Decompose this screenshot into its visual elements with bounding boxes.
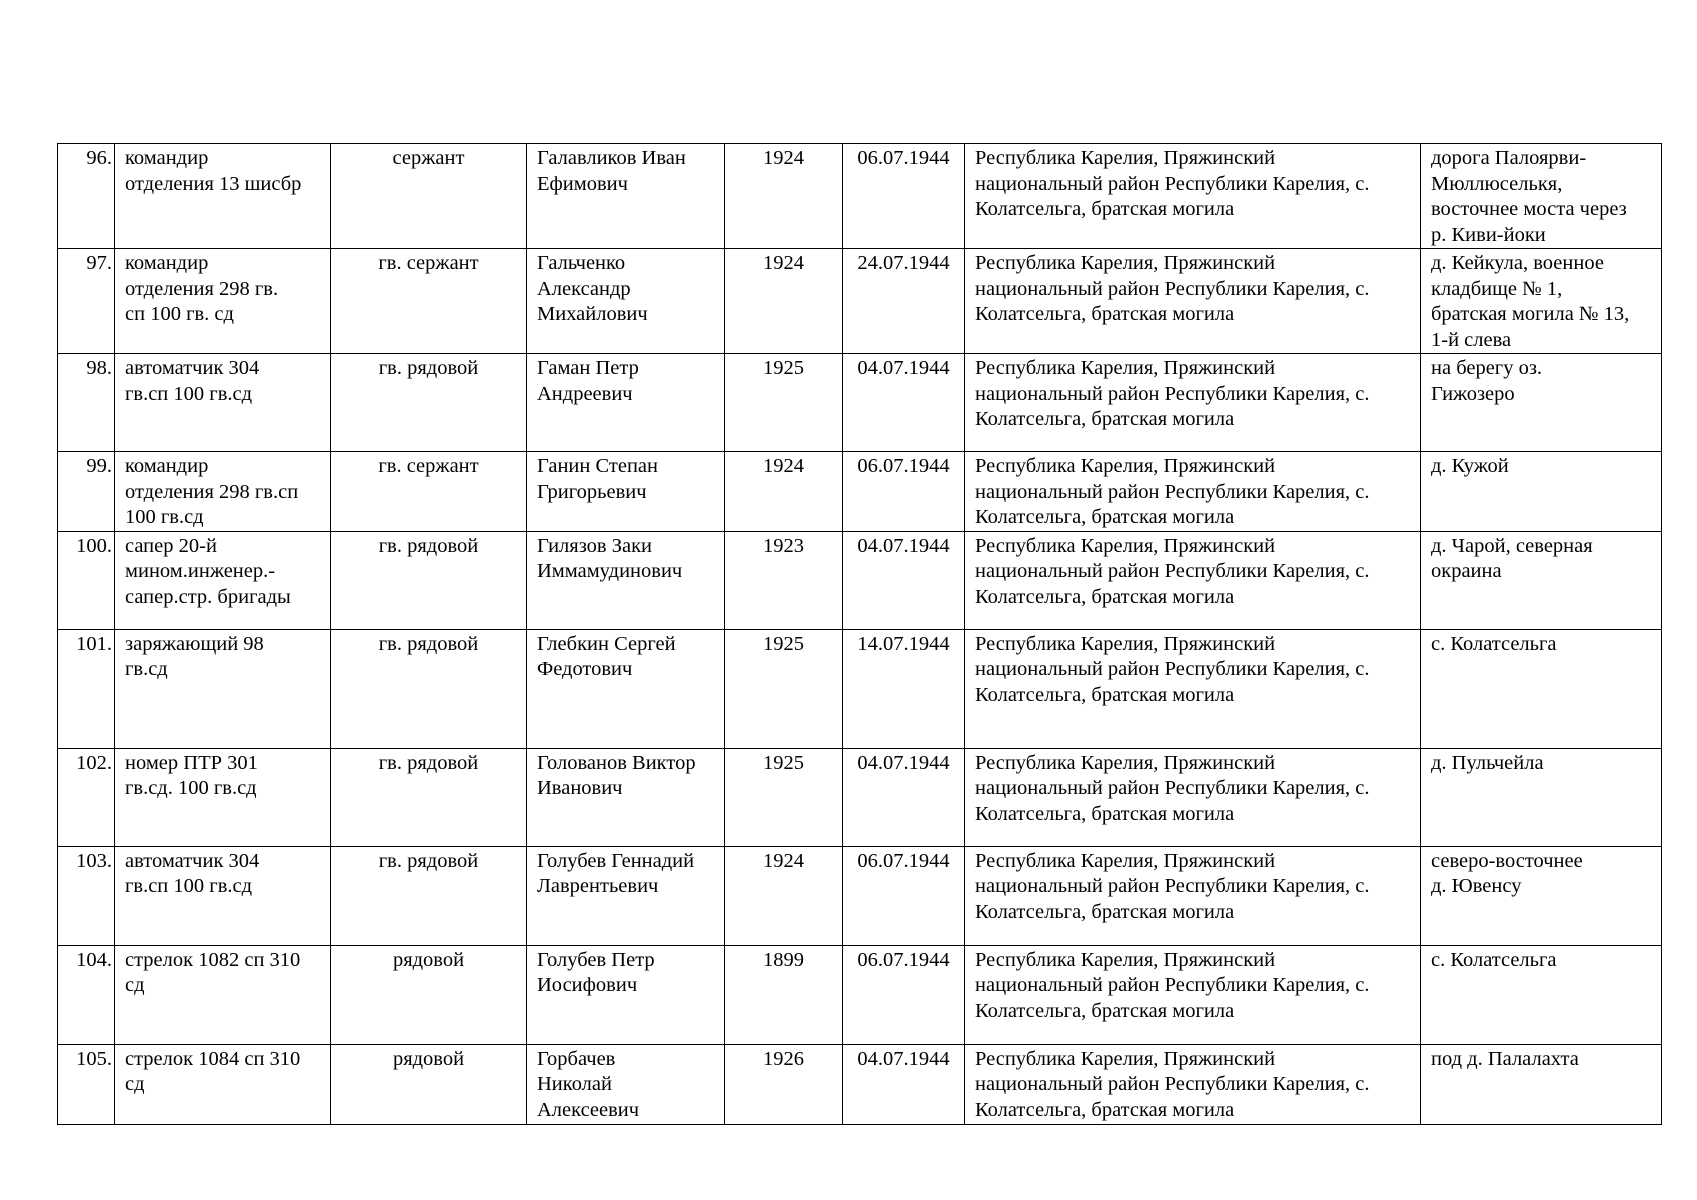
cell-line: Иосифович: [537, 974, 638, 996]
birth-year-cell: 1924: [725, 846, 843, 945]
birth-year-cell: 1923: [725, 531, 843, 629]
burial-records-table: [57, 143, 1662, 1125]
cell-line: Иванович: [537, 777, 623, 799]
cell-line: Мюллюселькя,: [1431, 172, 1563, 195]
cell-line: на берегу оз.: [1431, 357, 1543, 379]
cell-line: д. Пульчейла: [1431, 751, 1544, 774]
cell-line: Ганин Степан: [537, 455, 658, 477]
rank-cell: сержант: [331, 144, 527, 249]
rank-cell: гв. рядовой: [331, 629, 527, 748]
cell-line: д. Кейкула, военное: [1431, 252, 1604, 274]
record-number-cell: 104.: [58, 945, 115, 1044]
burial-place-cell: [965, 452, 1421, 532]
cell-line: национальный район Республики Карелия, с.: [975, 777, 1370, 799]
cell-line: сд: [125, 1073, 145, 1095]
birth-year-cell: 1924: [725, 144, 843, 249]
full-name-cell: [527, 945, 725, 1044]
cell-line: Колатсельга, братская могила: [975, 999, 1235, 1022]
cell-line: национальный район Республики Карелия, с.: [975, 875, 1370, 897]
cell-line: автоматчик 304: [125, 849, 260, 872]
cell-line: Республика Карелия, Пряжинский: [975, 147, 1276, 169]
cell-line: отделения 298 гв.: [125, 277, 279, 300]
record-number-cell: 101.: [58, 629, 115, 748]
original-burial-cell: [1421, 748, 1662, 846]
cell-line: Николай: [537, 1073, 612, 1095]
birth-year-cell: 1925: [725, 629, 843, 748]
record-number-cell: 97.: [58, 249, 115, 354]
cell-line: сд: [125, 974, 145, 996]
record-number-cell: 105.: [58, 1044, 115, 1124]
cell-line: Колатсельга, братская могила: [975, 303, 1235, 325]
rank-cell: гв. сержант: [331, 249, 527, 354]
cell-line: командир: [125, 252, 209, 274]
death-date-cell: 04.07.1944: [843, 748, 965, 846]
cell-line: Гилязов Заки: [537, 534, 653, 557]
full-name-cell: [527, 354, 725, 452]
position-cell: [115, 531, 331, 629]
cell-line: сп 100 гв. сд: [125, 303, 234, 325]
cell-line: Колатсельга, братская могила: [975, 900, 1235, 923]
table-body: [58, 144, 1662, 1125]
full-name-cell: [527, 629, 725, 748]
original-burial-cell: [1421, 945, 1662, 1044]
cell-line: национальный район Республики Карелия, с.: [975, 1073, 1370, 1095]
table-row: [58, 144, 1662, 249]
cell-line: братская могила № 13,: [1431, 303, 1630, 325]
original-burial-cell: [1421, 354, 1662, 452]
cell-line: Республика Карелия, Пряжинский: [975, 632, 1276, 655]
cell-line: Андреевич: [537, 382, 633, 405]
cell-line: 1-й слева: [1431, 328, 1512, 351]
full-name-cell: [527, 452, 725, 532]
cell-line: окраина: [1431, 560, 1502, 582]
cell-line: д. Чарой, северная: [1431, 534, 1593, 557]
cell-line: национальный район Республики Карелия, с.: [975, 658, 1370, 680]
position-cell: [115, 144, 331, 249]
position-cell: [115, 629, 331, 748]
cell-line: северо-восточнее: [1431, 849, 1583, 872]
record-number-cell: 96.: [58, 144, 115, 249]
cell-line: Гижозеро: [1431, 382, 1515, 405]
cell-line: Иммамудинович: [537, 560, 683, 582]
cell-line: отделения 13 шисбр: [125, 172, 302, 195]
cell-line: Колатсельга, братская могила: [975, 683, 1235, 706]
cell-line: командир: [125, 455, 209, 477]
cell-line: Александр: [537, 277, 631, 300]
original-burial-cell: [1421, 249, 1662, 354]
cell-line: национальный район Республики Карелия, с.: [975, 560, 1370, 582]
cell-line: отделения 298 гв.сп: [125, 480, 299, 503]
full-name-cell: [527, 1044, 725, 1124]
full-name-cell: [527, 144, 725, 249]
cell-line: стрелок 1084 сп 310: [125, 1047, 301, 1070]
record-number-cell: 103.: [58, 846, 115, 945]
cell-line: 100 гв.сд: [125, 506, 204, 528]
original-burial-cell: [1421, 846, 1662, 945]
position-cell: [115, 249, 331, 354]
death-date-cell: 06.07.1944: [843, 452, 965, 532]
burial-place-cell: [965, 144, 1421, 249]
cell-line: д. Ювенсу: [1431, 875, 1522, 897]
birth-year-cell: 1925: [725, 748, 843, 846]
position-cell: [115, 452, 331, 532]
cell-line: мином.инженер.-: [125, 560, 276, 582]
cell-line: Михайлович: [537, 303, 648, 325]
cell-line: Колатсельга, братская могила: [975, 408, 1235, 430]
cell-line: командир: [125, 147, 209, 169]
death-date-cell: 04.07.1944: [843, 531, 965, 629]
table-row: [58, 629, 1662, 748]
cell-line: гв.сп 100 гв.сд: [125, 875, 253, 897]
position-cell: [115, 945, 331, 1044]
cell-line: национальный район Республики Карелия, с.: [975, 172, 1370, 195]
cell-line: с. Колатсельга: [1431, 632, 1557, 655]
cell-line: Колатсельга, братская могила: [975, 585, 1235, 608]
table-row: [58, 452, 1662, 532]
cell-line: дорога Палоярви-: [1431, 147, 1587, 169]
full-name-cell: [527, 249, 725, 354]
birth-year-cell: 1924: [725, 452, 843, 532]
death-date-cell: 24.07.1944: [843, 249, 965, 354]
cell-line: Республика Карелия, Пряжинский: [975, 357, 1276, 379]
rank-cell: гв. рядовой: [331, 531, 527, 629]
full-name-cell: [527, 748, 725, 846]
cell-line: Республика Карелия, Пряжинский: [975, 252, 1276, 274]
burial-place-cell: [965, 846, 1421, 945]
cell-line: гв.сд. 100 гв.сд: [125, 777, 257, 799]
cell-line: Колатсельга, братская могила: [975, 1098, 1235, 1121]
cell-line: гв.сп 100 гв.сд: [125, 382, 253, 405]
cell-line: Федотович: [537, 658, 633, 680]
death-date-cell: 06.07.1944: [843, 846, 965, 945]
cell-line: Алексеевич: [537, 1098, 640, 1121]
rank-cell: рядовой: [331, 1044, 527, 1124]
rank-cell: гв. рядовой: [331, 846, 527, 945]
cell-line: с. Колатсельга: [1431, 948, 1557, 971]
cell-line: Глебкин Сергей: [537, 632, 676, 655]
burial-place-cell: [965, 531, 1421, 629]
death-date-cell: 04.07.1944: [843, 1044, 965, 1124]
record-number-cell: 98.: [58, 354, 115, 452]
cell-line: Галавликов Иван: [537, 147, 686, 169]
cell-line: Колатсельга, братская могила: [975, 198, 1235, 220]
cell-line: Республика Карелия, Пряжинский: [975, 455, 1276, 477]
table-row: [58, 748, 1662, 846]
original-burial-cell: [1421, 531, 1662, 629]
cell-line: сапер 20-й: [125, 534, 217, 557]
full-name-cell: [527, 531, 725, 629]
cell-line: Колатсельга, братская могила: [975, 802, 1235, 825]
table-row: [58, 249, 1662, 354]
cell-line: автоматчик 304: [125, 357, 260, 379]
cell-line: Республика Карелия, Пряжинский: [975, 948, 1276, 971]
birth-year-cell: 1925: [725, 354, 843, 452]
table-row: [58, 945, 1662, 1044]
burial-place-cell: [965, 945, 1421, 1044]
cell-line: под д. Палалахта: [1431, 1047, 1579, 1070]
record-number-cell: 100.: [58, 531, 115, 629]
rank-cell: гв. рядовой: [331, 748, 527, 846]
original-burial-cell: [1421, 1044, 1662, 1124]
cell-line: Горбачев: [537, 1047, 616, 1070]
cell-line: гв.сд: [125, 658, 168, 680]
original-burial-cell: [1421, 629, 1662, 748]
cell-line: Лаврентьевич: [537, 875, 659, 897]
burial-place-cell: [965, 249, 1421, 354]
cell-line: д. Кужой: [1431, 455, 1509, 477]
table-row: [58, 354, 1662, 452]
burial-place-cell: [965, 1044, 1421, 1124]
cell-line: Колатсельга, братская могила: [975, 506, 1235, 528]
cell-line: национальный район Республики Карелия, с.: [975, 277, 1370, 300]
death-date-cell: 04.07.1944: [843, 354, 965, 452]
cell-line: Голованов Виктор: [537, 751, 696, 774]
cell-line: сапер.стр. бригады: [125, 585, 291, 608]
rank-cell: рядовой: [331, 945, 527, 1044]
cell-line: Гаман Петр: [537, 357, 639, 379]
full-name-cell: [527, 846, 725, 945]
burial-place-cell: [965, 748, 1421, 846]
birth-year-cell: 1924: [725, 249, 843, 354]
cell-line: номер ПТР 301: [125, 751, 258, 774]
position-cell: [115, 748, 331, 846]
cell-line: р. Киви-йоки: [1431, 223, 1546, 246]
position-cell: [115, 354, 331, 452]
rank-cell: гв. сержант: [331, 452, 527, 532]
table-row: [58, 846, 1662, 945]
death-date-cell: 06.07.1944: [843, 144, 965, 249]
cell-line: Республика Карелия, Пряжинский: [975, 534, 1276, 557]
cell-line: кладбище № 1,: [1431, 277, 1563, 300]
original-burial-cell: [1421, 144, 1662, 249]
cell-line: Ефимович: [537, 172, 628, 195]
position-cell: [115, 846, 331, 945]
rank-cell: гв. рядовой: [331, 354, 527, 452]
cell-line: национальный район Республики Карелия, с.: [975, 480, 1370, 503]
cell-line: стрелок 1082 сп 310: [125, 948, 301, 971]
cell-line: Григорьевич: [537, 480, 647, 503]
birth-year-cell: 1926: [725, 1044, 843, 1124]
birth-year-cell: 1899: [725, 945, 843, 1044]
position-cell: [115, 1044, 331, 1124]
record-number-cell: 102.: [58, 748, 115, 846]
record-number-cell: 99.: [58, 452, 115, 532]
cell-line: национальный район Республики Карелия, с.: [975, 382, 1370, 405]
cell-line: Республика Карелия, Пряжинский: [975, 1047, 1276, 1070]
table-row: [58, 1044, 1662, 1124]
cell-line: Республика Карелия, Пряжинский: [975, 849, 1276, 872]
cell-line: восточнее моста через: [1431, 198, 1627, 220]
burial-place-cell: [965, 629, 1421, 748]
cell-line: Республика Карелия, Пряжинский: [975, 751, 1276, 774]
death-date-cell: 14.07.1944: [843, 629, 965, 748]
cell-line: Голубев Геннадий: [537, 849, 695, 872]
cell-line: Голубев Петр: [537, 948, 655, 971]
cell-line: Гальченко: [537, 252, 626, 274]
table-row: [58, 531, 1662, 629]
cell-line: заряжающий 98: [125, 632, 264, 655]
cell-line: национальный район Республики Карелия, с.: [975, 974, 1370, 996]
death-date-cell: 06.07.1944: [843, 945, 965, 1044]
original-burial-cell: [1421, 452, 1662, 532]
burial-place-cell: [965, 354, 1421, 452]
